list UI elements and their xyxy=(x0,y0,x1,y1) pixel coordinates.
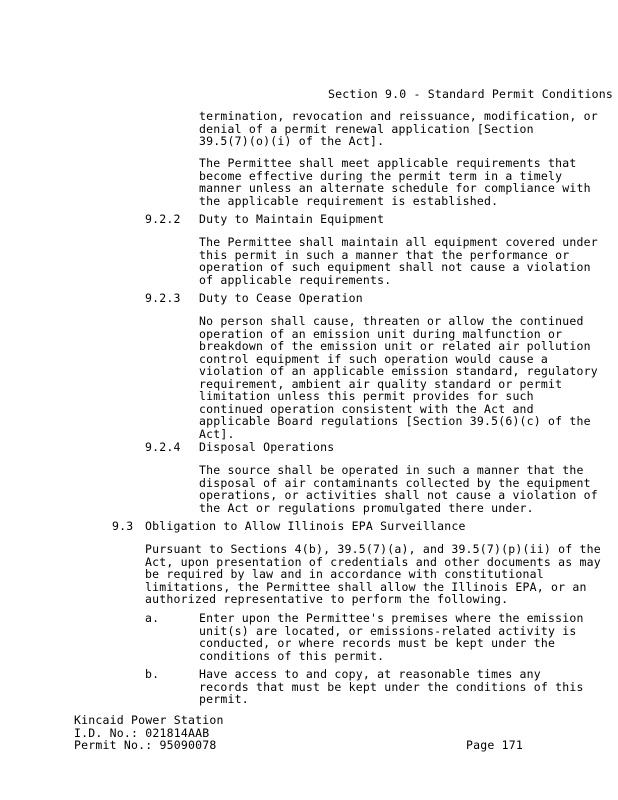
paragraph-line: disposal of air contaminants collected by the equipment xyxy=(199,475,591,490)
paragraph-line: operation of an emission unit during malfunction or xyxy=(199,326,563,341)
paragraph-line: Enter upon the Permittee's premises where the emission xyxy=(199,611,584,625)
paragraph-line: conditions of this permit. xyxy=(199,648,385,663)
meet-requirements-paragraph xyxy=(199,157,591,207)
list-item-b-body xyxy=(199,668,584,706)
list-item-label-b: b. xyxy=(145,667,160,681)
paragraph-line: control equipment if such operation would cause a xyxy=(199,351,549,366)
section-number-9-2-2: 9.2.2 xyxy=(145,212,181,226)
section-9-3-body xyxy=(145,543,601,606)
section-number-9-3: 9.3 xyxy=(112,519,134,533)
paragraph-line: become effective during the permit term in a timely xyxy=(199,168,563,183)
paragraph-line: No person shall cause, threaten or allow the continued xyxy=(199,314,584,328)
paragraph-line: operation of such equipment shall not cause a violation xyxy=(199,260,591,274)
footer-permit-number: Permit No.: 95090078 xyxy=(74,738,217,752)
paragraph-line: authorized representative to perform the following. xyxy=(145,592,509,606)
paragraph-line: requirement, ambient air quality standard or permit xyxy=(199,376,563,391)
section-title-duty-to-cease-operation: Duty to Cease Operation xyxy=(199,291,363,305)
section-9-2-2-body xyxy=(199,236,598,286)
paragraph-line: violation of an applicable emission standard, regulatory xyxy=(199,364,598,378)
footer-page-number: Page 171 xyxy=(466,738,523,752)
paragraph-line: of applicable requirements. xyxy=(199,272,392,287)
paragraph-line: limitations, the Permittee shall allow the Illinois EPA, or an xyxy=(145,579,587,594)
paragraph-line: The Permittee shall maintain all equipment covered under xyxy=(199,235,598,249)
paragraph-line: The Permittee shall meet applicable requirements that xyxy=(199,156,577,170)
paragraph-line: The source shall be operated in such a manner that the xyxy=(199,463,584,477)
paragraph-line: conducted, or where records must be kept under the xyxy=(199,636,556,650)
section-number-9-2-4: 9.2.4 xyxy=(145,440,181,454)
paragraph-line: applicable Board regulations [Section 39.5(6)(c) of the xyxy=(199,414,591,428)
paragraph-line: the Act or regulations promulgated there under. xyxy=(199,500,534,515)
section-9-2-3-body xyxy=(199,315,598,440)
section-number-9-2-3: 9.2.3 xyxy=(145,291,181,305)
list-item-label-a: a. xyxy=(145,611,160,625)
section-title-disposal-operations: Disposal Operations xyxy=(199,440,335,454)
paragraph-line: records that must be kept under the conditions of this xyxy=(199,679,584,694)
footer-facility-name: Kincaid Power Station xyxy=(74,713,224,727)
section-9-2-4-body xyxy=(199,464,598,514)
section-title-obligation-to-allow-surveillance: Obligation to Allow Illinois EPA Surveillance xyxy=(145,519,466,533)
page-header: Section 9.0 - Standard Permit Conditions xyxy=(328,87,613,101)
paragraph-line: operations, or activities shall not cause a violation of xyxy=(199,488,598,502)
paragraph-line: 39.5(7)(o)(i) of the Act]. xyxy=(199,134,385,148)
paragraph-line: be required by law and in accordance with constitutional xyxy=(145,567,544,581)
paragraph-line: manner unless an alternate schedule for compliance with xyxy=(199,181,591,195)
paragraph-line: continued operation consistent with the Act and xyxy=(199,401,534,416)
paragraph-line: permit. xyxy=(199,692,249,706)
paragraph-line: the applicable requirement is established. xyxy=(199,193,499,208)
paragraph-line: Pursuant to Sections 4(b), 39.5(7)(a), and 39.5(7)(p)(ii) of the xyxy=(145,542,601,556)
footer-id-number: I.D. No.: 021814AAB xyxy=(74,725,210,740)
paragraph-line: denial of a permit renewal application [Section xyxy=(199,121,534,136)
paragraph-line: termination, revocation and reissuance, modification, or xyxy=(199,109,598,123)
continuation-paragraph xyxy=(199,110,598,148)
footer-facility-block xyxy=(74,714,224,752)
paragraph-line: this permit in such a manner that the performance or xyxy=(199,247,570,262)
list-item-a-body xyxy=(199,612,584,662)
paragraph-line: breakdown of the emission unit or related air pollution xyxy=(199,339,591,353)
paragraph-line: unit(s) are located, or emissions-related activity is xyxy=(199,623,577,638)
paragraph-line: Act, upon presentation of credentials and other documents as may xyxy=(145,554,601,569)
paragraph-line: Act]. xyxy=(199,426,235,441)
paragraph-line: limitation unless this permit provides for such xyxy=(199,389,534,403)
paragraph-line: Have access to and copy, at reasonable times any xyxy=(199,667,541,681)
section-title-duty-to-maintain-equipment: Duty to Maintain Equipment xyxy=(199,212,385,226)
